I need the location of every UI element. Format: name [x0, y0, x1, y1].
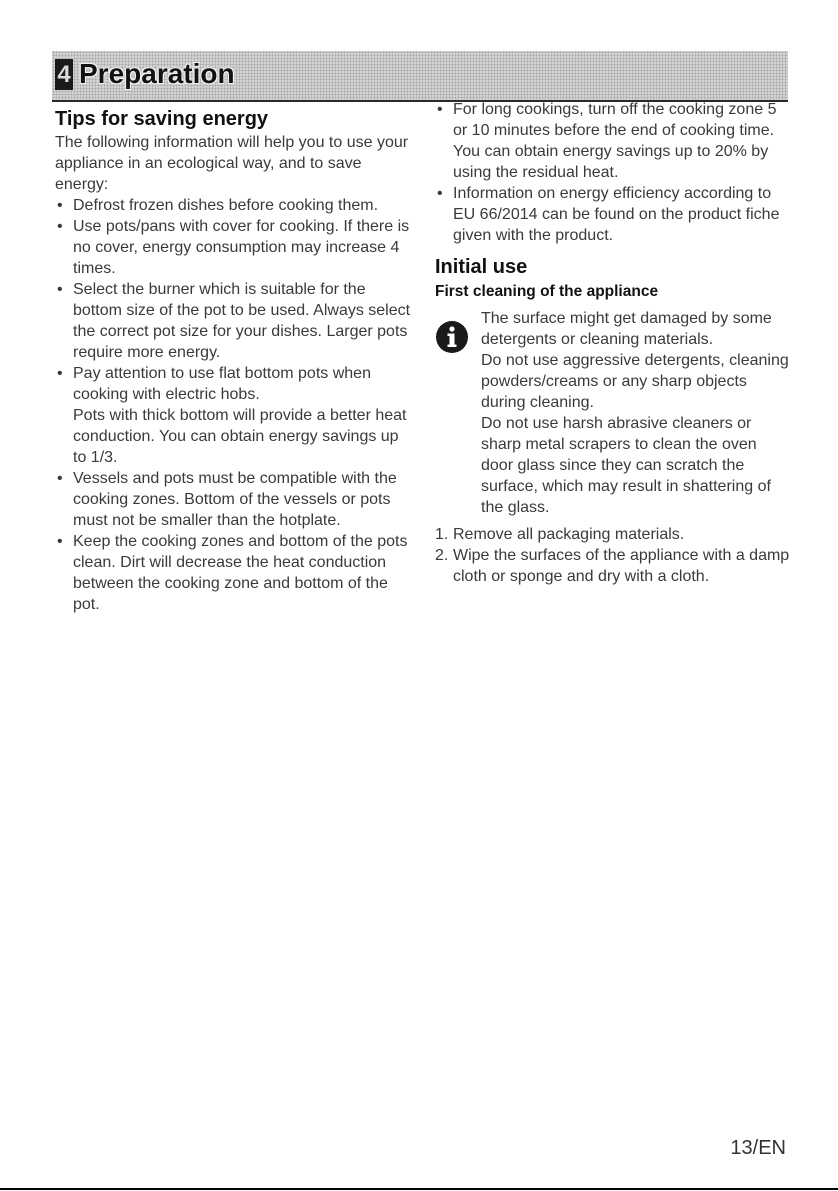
bottom-rule: [0, 1188, 838, 1190]
tips-list-continued: [435, 99, 791, 246]
bullet-icon: •: [57, 533, 63, 550]
list-item: 1. Remove all packaging materials.: [435, 526, 685, 543]
list-item: • Information on energy efficiency according to EU 66/2014 can be found on the product fiche given with the product.: [437, 185, 780, 244]
info-note: [435, 308, 791, 518]
bullet-icon: •: [437, 185, 443, 202]
section-title: Preparation: [79, 58, 235, 89]
left-column: [55, 106, 411, 615]
tips-heading: Tips for saving energy: [55, 108, 269, 130]
info-text-1: The surface might get damaged by some detergents or cleaning materials.: [481, 310, 772, 348]
tips-list: [55, 195, 411, 615]
first-cleaning-subheading: First cleaning of the appliance: [435, 283, 659, 300]
initial-use-heading: Initial use: [435, 256, 528, 278]
bullet-icon: •: [57, 197, 63, 214]
bullet-icon: •: [57, 365, 63, 382]
info-icon: [435, 320, 469, 354]
list-item: • Pay attention to use flat bottom pots when cooking with electric hobs. Pots with thick bottom will provide a better heat conduction. You can obtain energy savings up to 1/3.: [55, 363, 411, 468]
info-text-2: Do not use aggressive detergents, cleaning powders/creams or any sharp objects during cleaning.: [481, 352, 789, 411]
bullet-icon: •: [57, 218, 63, 235]
step-number: 2.: [435, 547, 449, 564]
tips-intro: The following information will help you to use your appliance in an ecological way, and to save energy:: [55, 134, 409, 193]
right-column: [435, 99, 791, 587]
info-text-3: Do not use harsh abrasive cleaners or sharp metal scrapers to clean the oven door glass since they can scratch the surface, which may result in shattering of the glass.: [481, 415, 771, 516]
list-item: • Vessels and pots must be compatible with the cooking zones. Bottom of the vessels or pots must not be smaller than the hotplate.: [57, 470, 397, 529]
step-number: 1.: [435, 526, 449, 543]
page-number: 13/EN: [730, 1137, 786, 1159]
section-number-badge: 4: [55, 59, 73, 90]
list-item-continuation: Pots with thick bottom will provide a better heat conduction. You can obtain energy savings up to 1/3.: [73, 407, 407, 466]
list-item: • For long cookings, turn off the cooking zone 5 or 10 minutes before the end of cooking time. You can obtain energy savings up to 20% by using the residual heat.: [437, 101, 777, 181]
list-item: 2. Wipe the surfaces of the appliance with a damp cloth or sponge and dry with a cloth.: [435, 547, 790, 585]
cleaning-steps: [435, 524, 791, 587]
list-item: • Keep the cooking zones and bottom of the pots clean. Dirt will decrease the heat conduction between the cooking zone and bottom of the pot.: [57, 533, 408, 613]
bullet-icon: •: [57, 281, 63, 298]
list-item: • Use pots/pans with cover for cooking. If there is no cover, energy consumption may increase 4 times.: [57, 218, 410, 277]
list-item: • Defrost frozen dishes before cooking them.: [57, 197, 379, 214]
bullet-icon: •: [57, 470, 63, 487]
list-item: • Select the burner which is suitable for the bottom size of the pot to be used. Always select the correct pot size for your dishes. Larger pots require more energy.: [57, 281, 411, 361]
bullet-icon: •: [437, 101, 443, 118]
